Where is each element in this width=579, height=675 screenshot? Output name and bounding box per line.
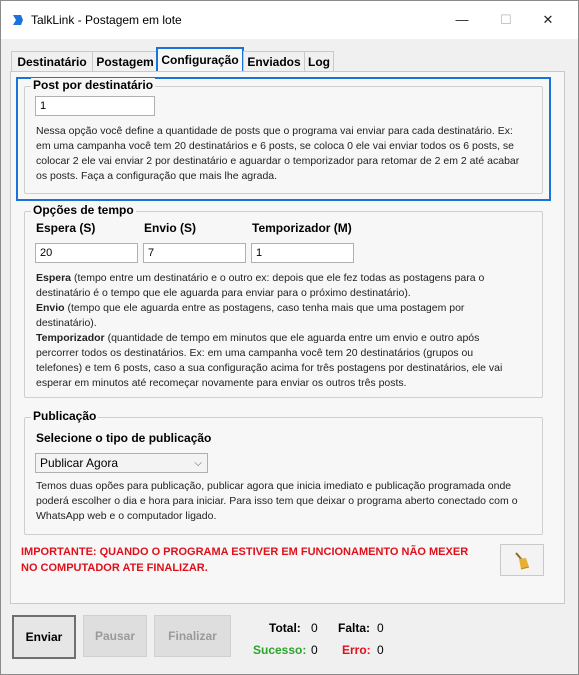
warning-message (21, 544, 468, 576)
temporizador-explanation (36, 331, 541, 346)
tab-postagem[interactable]: Postagem (92, 51, 158, 72)
erro-label: Erro: (342, 643, 371, 657)
falta-value: 0 (377, 621, 384, 635)
erro-value: 0 (377, 643, 384, 657)
warning-line: IMPORTANTE: QUANDO O PROGRAMA ESTIVER EM FUNCIONAMENTO NÃO MEXER (21, 546, 469, 558)
publication-type-selected: Publicar Agora (40, 456, 119, 470)
espera-term: Espera (36, 272, 72, 284)
publication-description (36, 479, 541, 524)
espera-label: Espera (S) (36, 221, 96, 235)
sucesso-value: 0 (311, 643, 318, 657)
pausar-button[interactable]: Pausar (83, 615, 147, 657)
time-options-title: Opções de tempo (33, 203, 134, 217)
post-per-recipient-title: Post por destinatário (33, 78, 154, 92)
description-line: poderá escolher o dia e hora para iniciar. Para isso tem que deixar o programa aberto conectado com o (36, 495, 518, 507)
clear-button[interactable] (500, 544, 544, 576)
publication-title: Publicação (33, 409, 97, 423)
talklink-logo-icon (11, 13, 25, 27)
publication-type-select[interactable] (35, 453, 208, 473)
tab-enviados[interactable]: Enviados (243, 51, 305, 72)
description-line: Temos duas opões para publicação, publicar agora que inicia imediato e publicação programada onde (36, 480, 512, 492)
window-title: TalkLink - Postagem em lote (31, 13, 182, 27)
tab-log[interactable]: Log (304, 51, 334, 72)
description-line: colocar 2 ele vai enviar 2 por destinatário e aguardar o temporizador para retomar de 2 em 2 até acabar (36, 155, 520, 167)
temporizador-text: esperar em minutos até recomeçar novamente para enviar os outros três posts. (36, 377, 407, 389)
warning-line: NO COMPUTADOR ATE FINALIZAR. (21, 562, 208, 574)
chevron-down-icon: ⌵ (194, 458, 202, 469)
total-label: Total: (269, 621, 301, 635)
tab-configuracao[interactable]: Configuração (156, 47, 244, 75)
post-per-recipient-input[interactable] (35, 96, 155, 116)
sucesso-label: Sucesso: (253, 643, 307, 657)
enviar-button[interactable]: Enviar (12, 615, 76, 659)
espera-explanation (36, 271, 541, 286)
envio-text: destinatário). (36, 317, 97, 329)
tab-destinatario[interactable]: Destinatário (11, 51, 93, 72)
envio-input[interactable] (143, 243, 246, 263)
total-value: 0 (311, 621, 318, 635)
temporizador-input[interactable] (251, 243, 354, 263)
finalizar-button[interactable]: Finalizar (154, 615, 231, 657)
envio-text: (tempo que ele aguarda entre as postagens, caso tenha mais que uma postagem por (64, 302, 465, 314)
falta-label: Falta: (338, 621, 371, 635)
description-line: os posts. Faça a configuração que mais lhe agrada. (36, 170, 278, 182)
description-line: WhatsApp web e o computador ligado. (36, 510, 217, 522)
temporizador-text: percorrer todos os destinatários. Ex: em uma campanha você tem 20 destinatários (grupos ou (36, 347, 474, 359)
description-line: Nessa opção você define a quantidade de posts que o programa vai enviar para cada destinatário. Ex: (36, 125, 513, 137)
title-bar (1, 1, 578, 39)
temporizador-text: telefones) e tem 6 posts, caso a sua configuração acima for três postagens por destinatários, ele vai (36, 362, 503, 374)
broom-icon (501, 545, 543, 575)
maximize-button[interactable]: ☐ (500, 12, 512, 27)
envio-explanation (36, 301, 541, 316)
temporizador-label: Temporizador (M) (252, 221, 352, 235)
post-per-recipient-description (36, 124, 541, 184)
publication-type-label: Selecione o tipo de publicação (36, 431, 212, 445)
espera-input[interactable] (35, 243, 138, 263)
description-line: em uma campanha você tem 20 destinatários e 6 posts, se coloca 0 ele vai enviar todos os 6 posts, se (36, 140, 515, 152)
espera-text: (tempo entre um destinatário e o outro ex: depois que ele fez todas as postagens para o (71, 272, 485, 284)
temporizador-text: (quantidade de tempo em minutos que ele aguarda entre um envio e outro após (104, 332, 480, 344)
minimize-button[interactable]: — (455, 12, 469, 27)
espera-text: destinatário é o tempo que ele aguarda para enviar para o próximo destinatário). (36, 287, 411, 299)
temporizador-term: Temporizador (36, 332, 105, 344)
close-button[interactable]: ✕ (542, 12, 554, 27)
time-options-description (36, 271, 541, 391)
envio-label: Envio (S) (144, 221, 197, 235)
envio-term: Envio (36, 302, 65, 314)
